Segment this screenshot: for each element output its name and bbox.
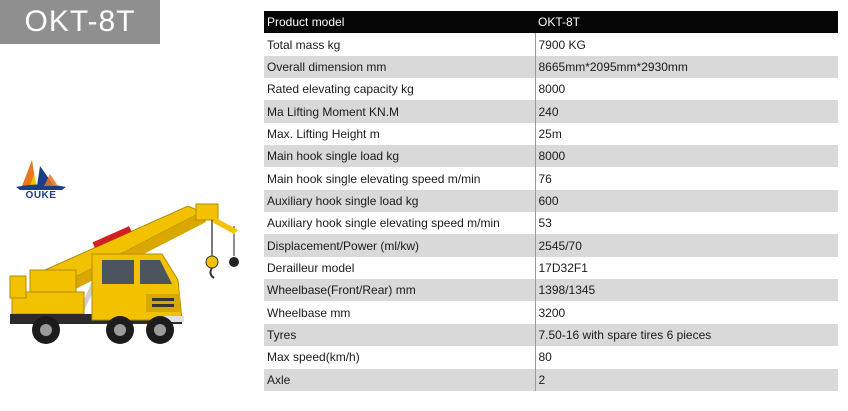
truck-crane-image — [6, 196, 246, 360]
spec-value: 600 — [535, 190, 838, 212]
model-title: OKT-8T — [0, 0, 160, 44]
spec-value: 53 — [535, 212, 838, 234]
spec-label: Main hook single load kg — [264, 145, 535, 167]
table-row — [264, 212, 838, 234]
spec-value: 2 — [535, 369, 838, 391]
spec-value: 3200 — [535, 301, 838, 323]
spec-value: 7900 KG — [535, 33, 838, 55]
header-cell-value: OKT-8T — [535, 11, 838, 33]
spec-value: 2545/70 — [535, 234, 838, 256]
spec-value: 7.50-16 with spare tires 6 pieces — [535, 324, 838, 346]
table-row — [264, 369, 838, 391]
header-cell-label: Product model — [264, 11, 535, 33]
spec-label: Displacement/Power (ml/kw) — [264, 234, 535, 256]
brand-name: OUKE — [25, 190, 57, 201]
table-row — [264, 190, 838, 212]
spec-label: Axle — [264, 369, 535, 391]
spec-label: Wheelbase mm — [264, 301, 535, 323]
spec-value: 240 — [535, 100, 838, 122]
spec-label: Auxiliary hook single load kg — [264, 190, 535, 212]
table-row — [264, 100, 838, 122]
table-row — [264, 324, 838, 346]
table-row — [264, 78, 838, 100]
spec-value: 80 — [535, 346, 838, 368]
table-row — [264, 56, 838, 78]
table-row — [264, 123, 838, 145]
table-row — [264, 301, 838, 323]
spec-label: Ma Lifting Moment KN.M — [264, 100, 535, 122]
spec-value: 8000 — [535, 145, 838, 167]
spec-value: 76 — [535, 167, 838, 189]
table-row — [264, 346, 838, 368]
sailboat-icon — [10, 156, 72, 190]
table-header-row — [264, 11, 838, 33]
table-row — [264, 234, 838, 256]
table-row — [264, 257, 838, 279]
table-row — [264, 279, 838, 301]
specification-table — [264, 11, 838, 391]
spec-label: Main hook single elevating speed m/min — [264, 167, 535, 189]
spec-label: Rated elevating capacity kg — [264, 78, 535, 100]
spec-label: Tyres — [264, 324, 535, 346]
spec-label: Max. Lifting Height m — [264, 123, 535, 145]
spec-label: Wheelbase(Front/Rear) mm — [264, 279, 535, 301]
spec-value: 17D32F1 — [535, 257, 838, 279]
spec-label: Max speed(km/h) — [264, 346, 535, 368]
table-row — [264, 167, 838, 189]
spec-value: 25m — [535, 123, 838, 145]
spec-label: Derailleur model — [264, 257, 535, 279]
spec-label: Overall dimension mm — [264, 56, 535, 78]
spec-value: 8000 — [535, 78, 838, 100]
spec-label: Total mass kg — [264, 33, 535, 55]
spec-value: 8665mm*2095mm*2930mm — [535, 56, 838, 78]
table-row — [264, 33, 838, 55]
spec-value: 1398/1345 — [535, 279, 838, 301]
table-row — [264, 145, 838, 167]
spec-label: Auxiliary hook single elevating speed m/min — [264, 212, 535, 234]
